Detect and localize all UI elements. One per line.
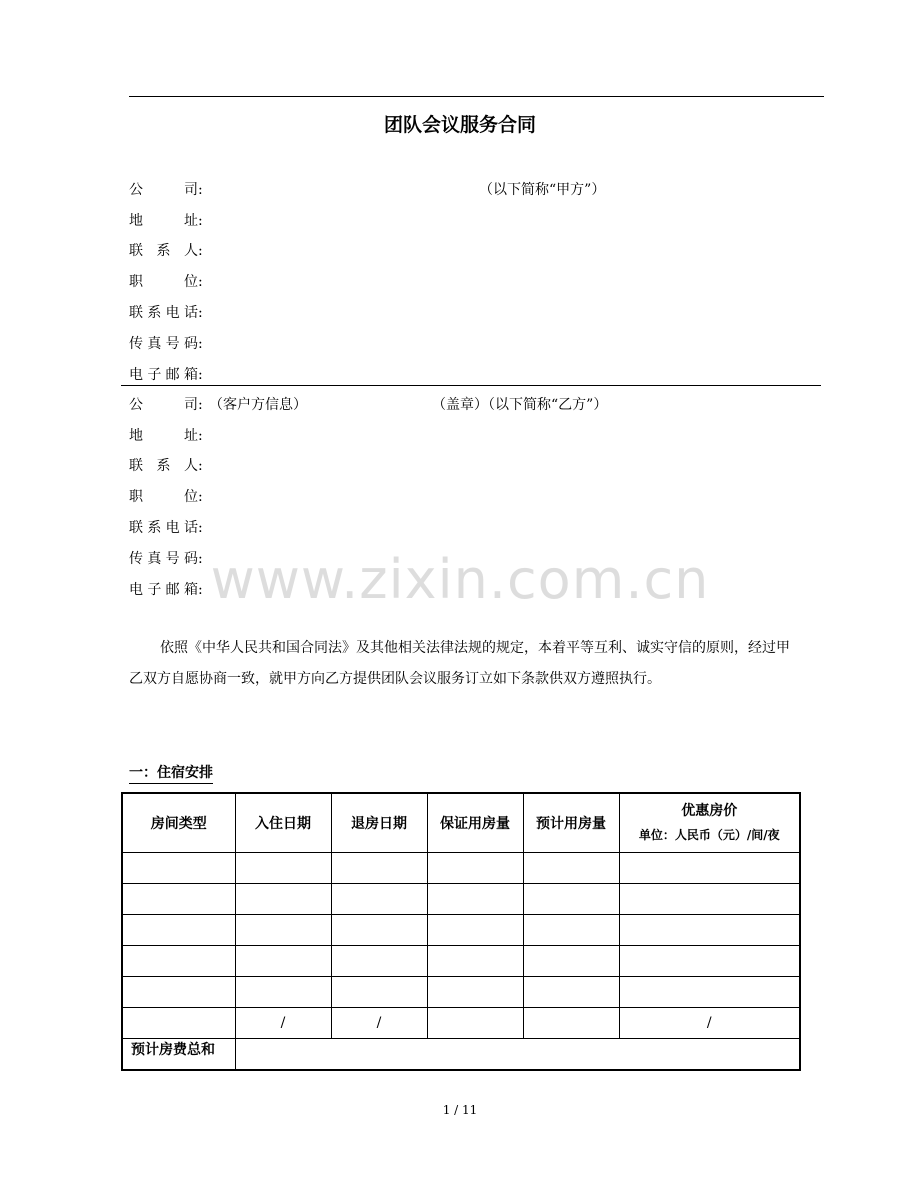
table-cell-slash: /	[235, 1008, 331, 1039]
table-cell-slash: /	[619, 1008, 800, 1039]
party-a-company-label: 公司	[129, 182, 198, 198]
table-cell	[122, 1008, 235, 1039]
party-a-fax-colon: :	[198, 336, 203, 352]
party-b-position-colon: :	[198, 489, 203, 505]
page-number: 1 / 11	[442, 1103, 478, 1117]
party-b-position-row	[129, 488, 203, 506]
table-cell	[523, 915, 619, 946]
party-b-address-row	[129, 427, 203, 445]
table-row-slash	[122, 1008, 800, 1039]
total-value-cell	[235, 1039, 800, 1071]
table-cell	[235, 915, 331, 946]
table-row	[122, 853, 800, 884]
party-a-email-row	[129, 366, 203, 384]
party-b-fax-colon: :	[198, 551, 203, 567]
party-b-company-label: 公司	[129, 397, 198, 413]
section-1-heading: 一：住宿安排	[129, 764, 213, 784]
table-row	[122, 915, 800, 946]
table-cell	[427, 946, 523, 977]
party-b-company-row	[129, 396, 203, 414]
party-a-address-label: 地址	[129, 213, 198, 229]
party-a-contact-colon: :	[198, 243, 203, 259]
header-guaranteed-rooms: 保证用房量	[427, 793, 523, 853]
header-discount-price	[619, 793, 800, 853]
table-cell	[427, 884, 523, 915]
table-cell	[235, 946, 331, 977]
table-cell	[122, 977, 235, 1008]
party-b-contact-label: 联系人	[129, 458, 198, 474]
table-row-total	[122, 1039, 800, 1071]
party-b-note: （盖章）（以下简称“乙方”）	[432, 397, 608, 413]
table-cell	[331, 915, 427, 946]
party-b-phone-colon: :	[198, 520, 203, 536]
table-cell	[619, 884, 800, 915]
table-cell	[122, 884, 235, 915]
header-discount-price-label: 优惠房价	[681, 803, 738, 819]
party-a-company-row	[129, 181, 203, 199]
party-a-company-colon: :	[198, 182, 203, 198]
party-a-position-label: 职位	[129, 274, 198, 290]
table-cell	[523, 1008, 619, 1039]
party-a-address-row	[129, 212, 203, 230]
party-b-phone-label: 联系电话	[129, 520, 198, 536]
table-cell	[523, 853, 619, 884]
party-a-address-colon: :	[198, 213, 203, 229]
table-cell	[619, 915, 800, 946]
party-b-address-colon: :	[198, 428, 203, 444]
header-room-type: 房间类型	[122, 793, 235, 853]
party-b-contact-colon: :	[198, 458, 203, 474]
intro-paragraph	[129, 633, 799, 695]
party-a-contact-row	[129, 242, 203, 260]
party-b-address-label: 地址	[129, 428, 198, 444]
table-cell	[235, 853, 331, 884]
party-a-contact-label: 联系人	[129, 243, 198, 259]
table-cell	[331, 946, 427, 977]
party-a-phone-label: 联系电话	[129, 305, 198, 321]
table-cell	[427, 977, 523, 1008]
table-cell	[122, 946, 235, 977]
table-cell	[523, 946, 619, 977]
header-check-in: 入住日期	[235, 793, 331, 853]
party-a-position-row	[129, 273, 203, 291]
party-a-fax-row	[129, 335, 203, 353]
party-b-email-label: 电子邮箱	[129, 582, 198, 598]
table-cell	[331, 853, 427, 884]
party-a-phone-row	[129, 304, 203, 322]
table-row	[122, 884, 800, 915]
party-b-phone-row	[129, 519, 203, 537]
table-cell	[331, 884, 427, 915]
table-cell	[427, 853, 523, 884]
party-b-company-colon: :	[198, 397, 203, 413]
table-cell	[619, 977, 800, 1008]
table-row	[122, 977, 800, 1008]
party-a-fax-label: 传真号码	[129, 336, 198, 352]
table-cell	[331, 977, 427, 1008]
table-cell	[619, 853, 800, 884]
party-b-email-colon: :	[198, 582, 203, 598]
party-b-company-value: （客户方信息）	[209, 397, 307, 413]
table-cell	[427, 915, 523, 946]
table-cell-slash: /	[331, 1008, 427, 1039]
table-row	[122, 946, 800, 977]
header-price-unit: 单位：人民币（元）/间/夜	[638, 828, 780, 842]
table-cell	[122, 915, 235, 946]
party-a-note: （以下简称“甲方”）	[479, 182, 606, 198]
header-estimated-rooms: 预计用房量	[523, 793, 619, 853]
table-cell	[619, 946, 800, 977]
party-a-position-colon: :	[198, 274, 203, 290]
intro-paragraph-text: 依照《中华人民共和国合同法》及其他相关法律法规的规定，本着平等互利、诚实守信的原则，经过甲乙双方自愿协商一致，就甲方向乙方提供团队会议服务订立如下条款供双方遵照执行。	[129, 640, 790, 687]
total-label: 预计房费总和	[122, 1039, 235, 1071]
party-b-contact-row	[129, 457, 203, 475]
party-b-position-label: 职位	[129, 489, 198, 505]
table-cell	[122, 853, 235, 884]
watermark: www.zixin.com.cn	[210, 548, 710, 611]
lodging-table-header-row	[122, 793, 800, 853]
party-a-phone-colon: :	[198, 305, 203, 321]
party-a-email-label: 电子邮箱	[129, 367, 198, 383]
document-title: 团队会议服务合同	[383, 114, 536, 136]
lodging-table	[121, 792, 801, 1071]
party-b-fax-label: 传真号码	[129, 551, 198, 567]
table-cell	[427, 1008, 523, 1039]
party-a-email-colon: :	[198, 367, 203, 383]
table-cell	[235, 977, 331, 1008]
table-cell	[523, 884, 619, 915]
table-cell	[523, 977, 619, 1008]
party-divider	[121, 385, 821, 386]
top-rule	[129, 96, 824, 97]
table-cell	[235, 884, 331, 915]
header-check-out: 退房日期	[331, 793, 427, 853]
